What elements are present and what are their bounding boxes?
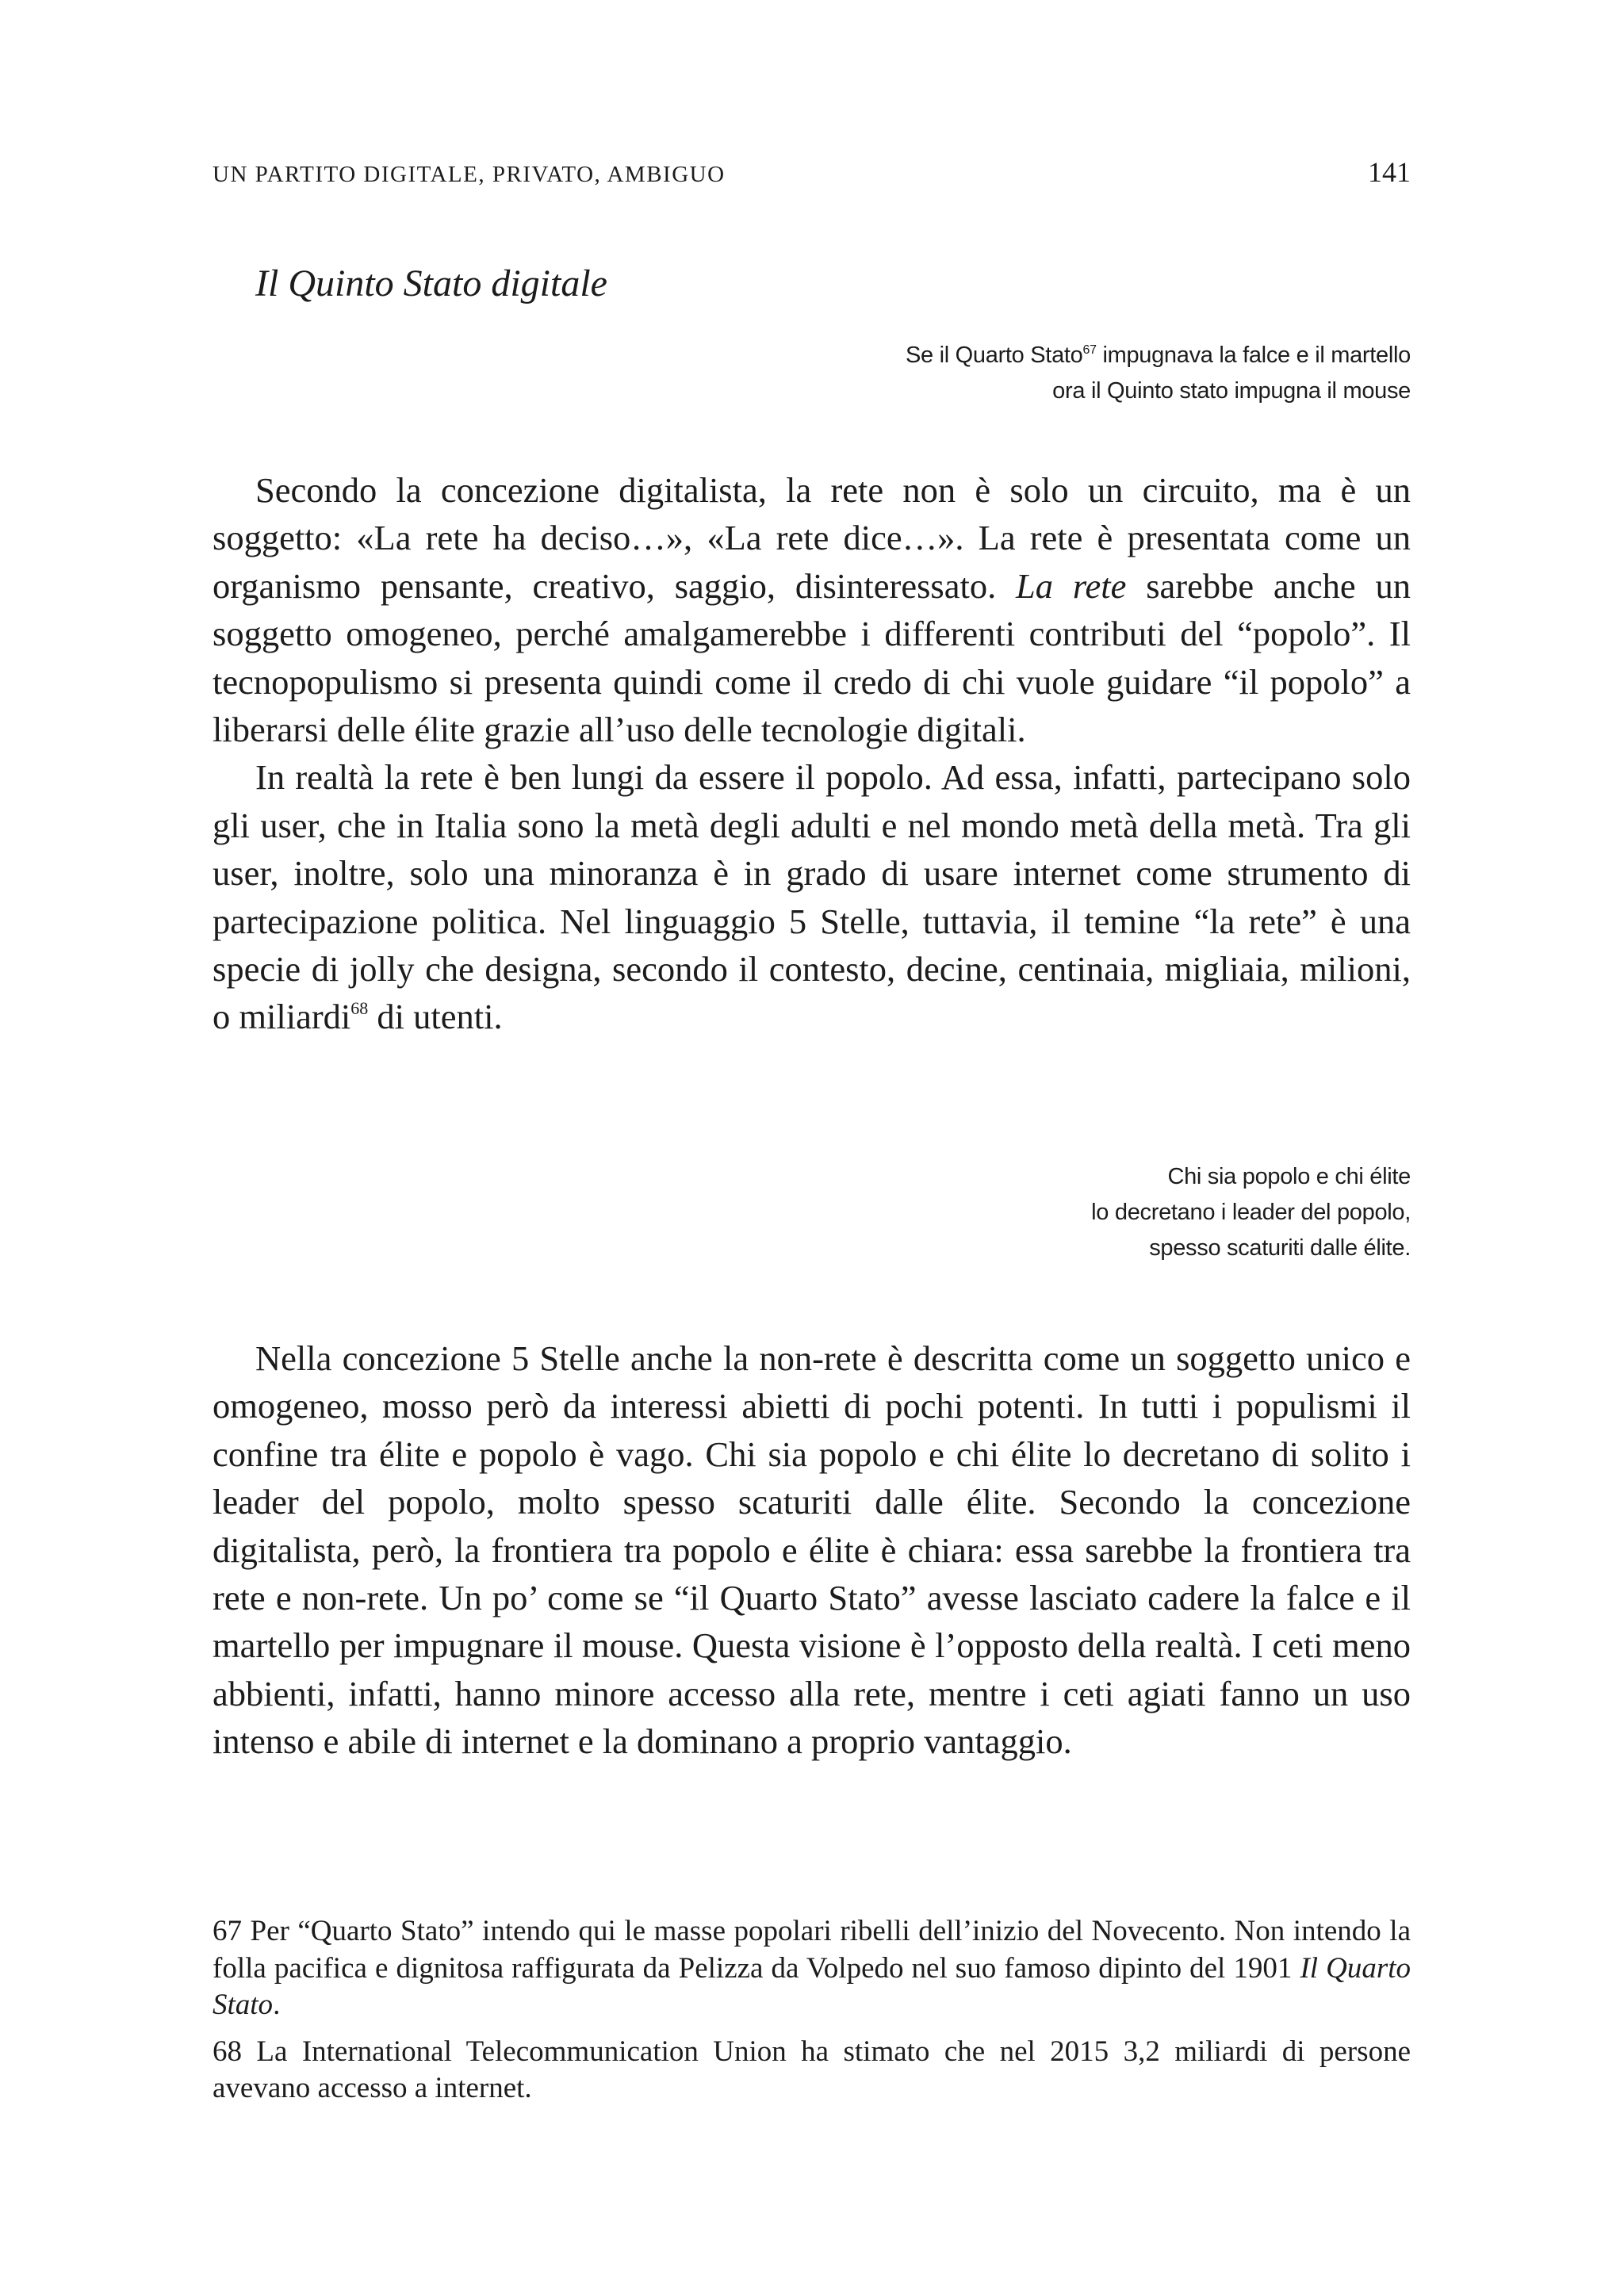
footnote-ref-67[interactable]: 67 xyxy=(1082,343,1097,357)
footnote-68: 68 La International Telecommunication Union ha stimato che nel 2015 3,2 miliardi di persone avevano accesso a internet. xyxy=(213,2035,1411,2104)
footnote-ref-68[interactable]: 68 xyxy=(350,998,369,1019)
epigraph-line: Chi sia popolo e chi élite xyxy=(1167,1164,1411,1189)
section-title: Il Quinto Stato digitale xyxy=(255,262,607,304)
footnotes xyxy=(213,1913,1411,2117)
epigraph-quarto-stato xyxy=(906,338,1411,409)
emphasis: Il Quarto Stato xyxy=(213,1951,1411,2021)
epigraph-popolo-elite xyxy=(1091,1159,1411,1266)
epigraph-line: ora il Quinto stato impugna il mouse xyxy=(1052,378,1411,404)
footnote-67: 67 Per “Quarto Stato” intendo qui le masse popolari ribelli dell’inizio del Novecento. Non intendo la folla pacifica e dignitosa raffigurata da Pelizza da Volpedo nel suo famoso dipinto del 1901 Il Quarto Stato. xyxy=(213,1915,1411,2021)
epigraph-line: Se il Quarto Stato$^{67}$ impugnava la falce e il martello xyxy=(905,343,1411,368)
paragraph: In realtà la rete è ben lungi da essere il popolo. Ad essa, infatti, partecipano solo gli user, che in Italia sono la metà degli adulti e nel mondo metà della metà. Tra gli user, inoltre, solo una minoranza è in grado di usare internet come strumento di partecipazione politica. Nel linguaggio 5 Stelle, tuttavia, il temine “la rete” è una specie di jolly che designa, secondo il contesto, decine, centinaia, migliaia, milioni, o miliardi$^{68}$ di utenti. xyxy=(213,757,1411,1037)
paragraph: Secondo la concezione digitalista, la rete non è solo un circuito, ma è un soggetto: «La rete ha deciso…», «La rete dice…». La rete è presentata come un organismo pensante, creativo, saggio, disinteressato. La rete sarebbe anche un soggetto omogeneo, perché amalgamerebbe i differenti contributi del “popolo”. Il tecnopopulismo si presenta quindi come il credo di chi vuole guidare “il popolo” a liberarsi delle élite grazie all’uso delle tecnologie digitali. xyxy=(213,470,1411,750)
page-number: 141 xyxy=(1368,156,1411,188)
epigraph-line: spesso scaturiti dalle élite. xyxy=(1149,1235,1411,1261)
paragraph: Nella concezione 5 Stelle anche la non-rete è descritta come un soggetto unico e omogeneo, mosso però da interessi abietti di pochi potenti. In tutti i populismi il confine tra élite e popolo è vago. Chi sia popolo e chi élite lo decretano di solito i leader del popolo, molto spesso scaturiti dalle élite. Secondo la concezione digitalista, però, la frontiera tra popolo e élite è chiara: essa sarebbe la frontiera tra rete e non-rete. Un po’ come se “il Quarto Stato” avesse lasciato cadere la falce e il martello per impugnare il mouse. Questa visione è l’opposto della realtà. I ceti meno abbienti, infatti, hanno minore accesso alla rete, mentre i ceti agiati fanno un uso intenso e abile di internet e la dominano a proprio vantaggio. xyxy=(213,1338,1411,1762)
emphasis: La rete xyxy=(1016,565,1127,606)
body-text-block-2 xyxy=(213,1334,1411,1766)
body-text-block-1 xyxy=(213,466,1411,1041)
running-title: UN PARTITO DIGITALE, PRIVATO, AMBIGUO xyxy=(213,162,726,187)
epigraph-line: lo decretano i leader del popolo, xyxy=(1091,1200,1411,1225)
running-head xyxy=(213,155,1411,189)
